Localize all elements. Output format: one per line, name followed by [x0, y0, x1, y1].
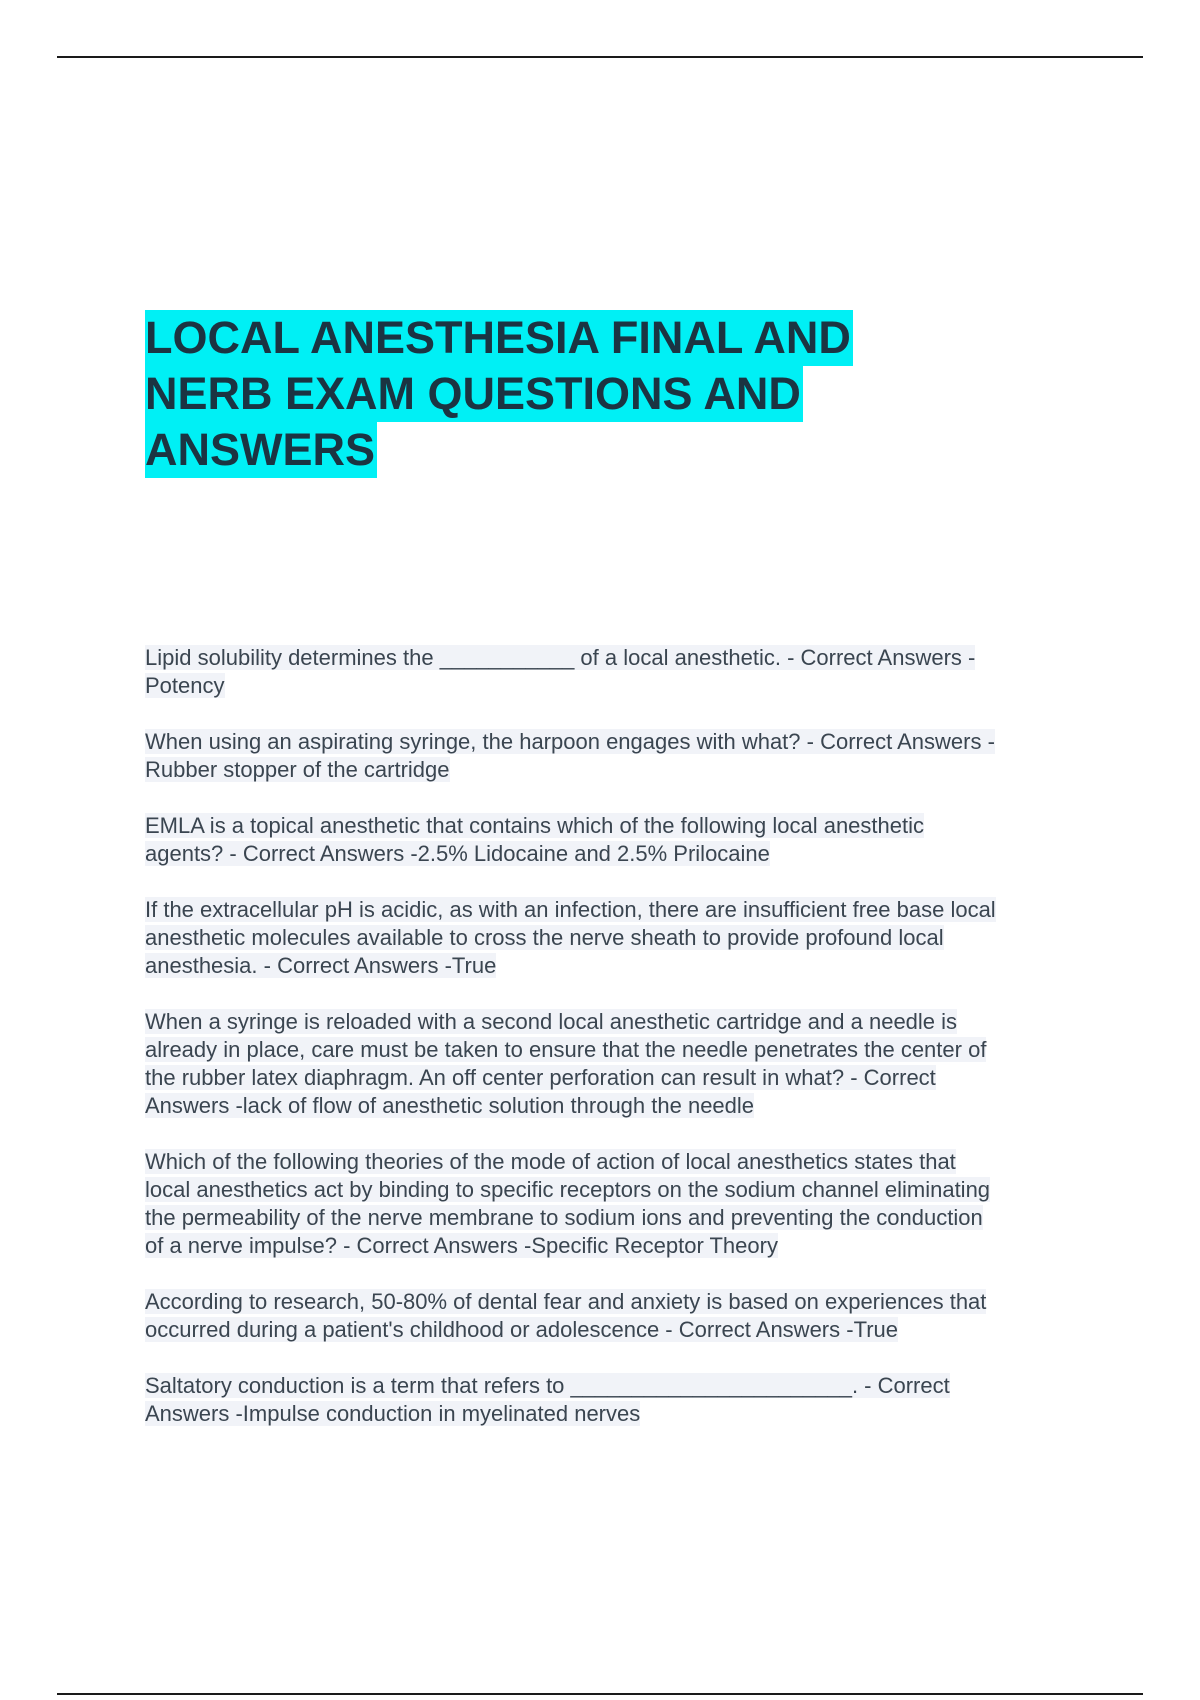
- qa-line: According to research, 50-80% of dental fear and anxiety is based on experiences that: [145, 1289, 987, 1314]
- qa-item: [145, 728, 1085, 784]
- document-title: [145, 310, 1045, 478]
- qa-line: anesthesia. - Correct Answers -True: [145, 953, 497, 978]
- qa-line: agents? - Correct Answers -2.5% Lidocaine and 2.5% Prilocaine: [145, 841, 770, 866]
- bottom-rule: [57, 1693, 1143, 1695]
- qa-line: Answers -Impulse conduction in myelinated nerves: [145, 1401, 641, 1426]
- qa-item: [145, 1372, 1085, 1428]
- qa-line: anesthetic molecules available to cross the nerve sheath to provide profound local: [145, 925, 944, 950]
- qa-item: [145, 644, 1085, 700]
- qa-line: occurred during a patient's childhood or adolescence - Correct Answers -True: [145, 1317, 898, 1342]
- qa-line: already in place, care must be taken to ensure that the needle penetrates the center of: [145, 1037, 987, 1062]
- top-rule: [57, 56, 1143, 58]
- qa-line: If the extracellular pH is acidic, as with an infection, there are insufficient free base local: [145, 897, 996, 922]
- qa-line: local anesthetics act by binding to specific receptors on the sodium channel eliminating: [145, 1177, 991, 1202]
- title-line: ANSWERS: [145, 422, 377, 478]
- title-line: NERB EXAM QUESTIONS AND: [145, 366, 803, 422]
- qa-line: the permeability of the nerve membrane to sodium ions and preventing the conduction: [145, 1205, 983, 1230]
- qa-line: When using an aspirating syringe, the harpoon engages with what? - Correct Answers -: [145, 729, 995, 754]
- qa-line: Saltatory conduction is a term that refers to _______________________. - Correct: [145, 1373, 950, 1398]
- qa-item: [145, 1148, 1085, 1260]
- qa-line: Potency: [145, 673, 225, 698]
- qa-line: When a syringe is reloaded with a second local anesthetic cartridge and a needle is: [145, 1009, 958, 1034]
- qa-item: [145, 1288, 1085, 1344]
- qa-line: of a nerve impulse? - Correct Answers -Specific Receptor Theory: [145, 1233, 778, 1258]
- qa-line: Answers -lack of flow of anesthetic solution through the needle: [145, 1093, 755, 1118]
- qa-line: EMLA is a topical anesthetic that contains which of the following local anesthetic: [145, 813, 925, 838]
- title-line: LOCAL ANESTHESIA FINAL AND: [145, 310, 853, 366]
- qa-item: [145, 812, 1085, 868]
- qa-list: [145, 644, 1085, 1456]
- qa-item: [145, 1008, 1085, 1120]
- qa-line: Rubber stopper of the cartridge: [145, 757, 450, 782]
- qa-line: Which of the following theories of the mode of action of local anesthetics states that: [145, 1149, 956, 1174]
- qa-item: [145, 896, 1085, 980]
- qa-line: the rubber latex diaphragm. An off center perforation can result in what? - Correct: [145, 1065, 936, 1090]
- qa-line: Lipid solubility determines the ___________ of a local anesthetic. - Correct Answers -: [145, 645, 976, 670]
